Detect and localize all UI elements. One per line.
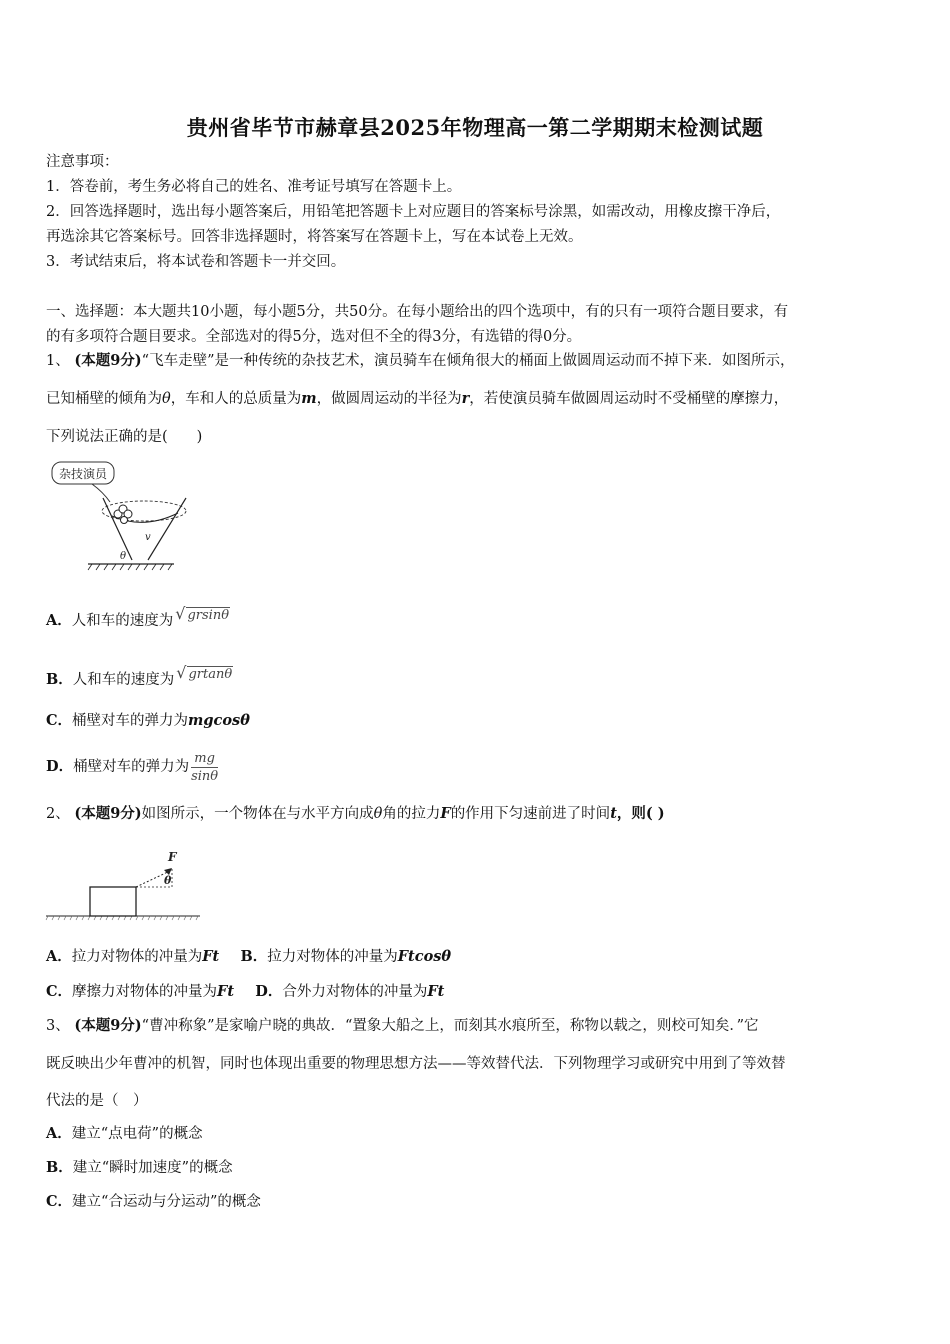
q3-option-a	[46, 1124, 203, 1144]
sqrt-formula: √ grsinθ	[175, 604, 230, 623]
option-value: Ftcosθ	[397, 948, 452, 965]
option-label: C．	[46, 983, 73, 1000]
q1-text-2b: ，车和人的总质量为	[170, 391, 302, 407]
q3-text-1: “曹冲称象”是家喻户晓的典故．“置象大船之上，而刻其水痕所至，称物以载之，则校可知矣．”它	[141, 1018, 759, 1034]
q3-number: 3、	[46, 1018, 70, 1034]
q1-line-1	[46, 351, 794, 371]
q3-line-3: 代法的是（ ）	[46, 1093, 148, 1109]
option-value: Ft	[202, 948, 220, 965]
q1-text-1: “飞车走壁”是一种传统的杂技艺术，演员骑车在倾角很大的桶面上做圆周运动而不掉下来．如图所示，	[141, 353, 795, 369]
option-label: A．	[46, 612, 72, 629]
q3-line-2: 既反映出少年曹冲的机智，同时也体现出重要的物理思想方法——等效替代法．下列物理学习或研究中用到了等效替	[46, 1056, 786, 1072]
option-text: 拉力对物体的冲量为	[267, 949, 398, 965]
page-title: 贵州省毕节市赫章县2025年物理高一第二学期期末检测试题	[186, 115, 764, 140]
q1-figure	[48, 458, 208, 576]
option-label: C．	[46, 1193, 73, 1210]
notice-item-2-cont: 再选涂其它答案标号。回答非选择题时，将答案写在答题卡上，写在本试卷上无效。	[46, 229, 583, 245]
q1-line-2	[46, 389, 788, 409]
q1-score: (本题9分)	[74, 352, 142, 369]
q1-option-c	[46, 711, 250, 731]
sqrt-formula: √ grtanθ	[176, 663, 233, 682]
q2-F: F	[440, 805, 451, 822]
option-label: B．	[46, 671, 73, 688]
option-label: C．	[46, 712, 73, 729]
q1-option-b	[46, 663, 233, 690]
option-text: 建立“点电荷”的概念	[71, 1126, 203, 1142]
option-text: 拉力对物体的冲量为	[71, 949, 203, 965]
q3-option-b	[46, 1158, 233, 1178]
q2-t: t	[610, 805, 617, 822]
notice-item-2: 2．回答选择题时，选出每小题答案后，用铅笔把答题卡上对应题目的答案标号涂黑，如需改动，用橡皮擦干净后，	[46, 204, 781, 220]
figure-F-label: F	[168, 850, 177, 864]
q2-text-b: 角的拉力	[382, 806, 441, 822]
option-label: B．	[46, 1159, 73, 1176]
fraction-denominator: sinθ	[191, 768, 219, 784]
q2-theta: θ	[373, 806, 383, 822]
q1-text-2c: ，做圆周运动的半径为	[316, 391, 462, 407]
option-label: D．	[46, 758, 74, 775]
formula-text: grsinθ	[187, 608, 230, 623]
fraction-formula	[191, 750, 218, 785]
q2-text-a: 如图所示，一个物体在与水平方向成	[141, 806, 374, 822]
notice-item-1: 1．答卷前，考生务必将自己的姓名、准考证号填写在答题卡上。	[46, 179, 462, 195]
option-label: B．	[240, 948, 268, 965]
q2-options-row-1	[46, 947, 451, 967]
q2-options-row-2	[46, 982, 444, 1002]
section-intro-line-1: 一、选择题：本大题共10小题，每小题5分，共50分。在每小题给出的四个选项中，有的只有一项符合题目要求，有	[46, 304, 789, 320]
q1-text-2a: 已知桶壁的倾角为	[46, 391, 162, 407]
figure-theta-label: θ	[120, 551, 127, 562]
figure-theta-label: θ	[164, 874, 172, 887]
figure-v-label: v	[145, 532, 151, 543]
option-text: 摩擦力对物体的冲量为	[72, 984, 218, 1000]
q2-number: 2、	[46, 806, 70, 822]
fraction-numerator: mg	[191, 750, 218, 768]
option-text: 建立“瞬时加速度”的概念	[72, 1160, 233, 1176]
q1-option-a	[46, 604, 230, 631]
q1-option-d	[46, 748, 218, 786]
formula-text: grtanθ	[188, 667, 233, 682]
q3-option-c	[46, 1192, 261, 1212]
q2-text-c: 的作用下匀速前进了时间	[450, 806, 611, 822]
option-text: 桶壁对车的弹力为	[72, 713, 189, 729]
q2-line-1	[46, 804, 665, 824]
block	[90, 887, 136, 916]
option-value: Ft	[427, 983, 445, 1000]
option-text: 人和车的速度为	[72, 672, 175, 688]
formula-text: mgcosθ	[188, 712, 250, 729]
q1-m: m	[301, 390, 317, 407]
q1-r: r	[461, 390, 470, 407]
q2-figure	[44, 844, 204, 930]
option-text: 合外力对物体的冲量为	[282, 984, 428, 1000]
notice-item-3: 3．考试结束后，将本试卷和答题卡一并交回。	[46, 254, 346, 270]
q1-text-2d: ，若使演员骑车做圆周运动时不受桶壁的摩擦力，	[469, 391, 789, 407]
q1-theta: θ	[162, 391, 171, 407]
figure-label-text: 杂技演员	[58, 467, 108, 481]
option-value: Ft	[217, 983, 235, 1000]
q3-line-1	[46, 1016, 759, 1036]
option-text: 人和车的速度为	[71, 613, 174, 629]
notice-heading: 注意事项：	[46, 154, 119, 170]
q2-score: (本题9分)	[74, 805, 142, 822]
section-intro-line-2: 的有多项符合题目要求。全部选对的得5分，选对但不全的得3分，有选错的得0分。	[46, 329, 582, 345]
q1-number: 1、	[46, 353, 70, 369]
q2-text-d: ，则( )	[616, 805, 665, 822]
option-label: A．	[46, 948, 72, 965]
q1-line-3: 下列说法正确的是( )	[46, 429, 203, 445]
q3-score: (本题9分)	[74, 1017, 142, 1034]
option-label: D．	[255, 983, 283, 1000]
option-text: 建立“合运动与分运动”的概念	[72, 1194, 261, 1210]
option-text: 桶壁对车的弹力为	[73, 759, 190, 775]
option-label: A．	[46, 1125, 72, 1142]
